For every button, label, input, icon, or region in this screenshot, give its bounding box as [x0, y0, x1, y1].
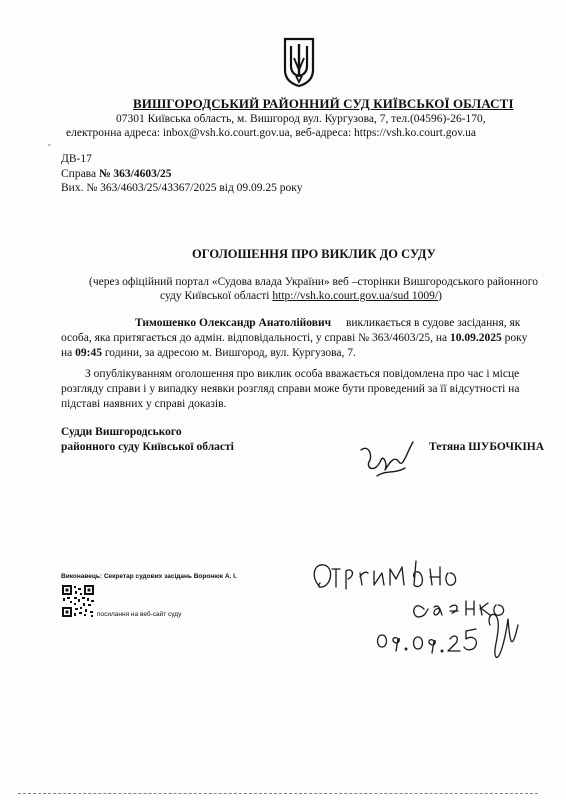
notice-subtitle-line-1: (через офіційний портал «Судова влада України» веб –сторінки Вишгородського районного [89, 276, 538, 288]
body-para-2-line-3: підставі наявних у справі доказів. [61, 398, 227, 410]
body-line-3-prefix: на [61, 347, 76, 359]
judge-signature [355, 430, 425, 485]
form-code: ДВ-17 [61, 153, 92, 165]
judge-role-line-1: Судди Вишгородського [61, 426, 182, 438]
case-label: Справа [61, 168, 99, 180]
case-line [61, 168, 172, 180]
body-para-2-line-1: З опублікуванням оголошення про виклик особа вважається повідомлена про час і місце [85, 368, 520, 380]
subtitle-prefix: суду Київської області [160, 290, 273, 302]
qr-code-icon[interactable] [61, 584, 95, 618]
body-line-3 [61, 347, 356, 359]
court-website-link[interactable]: http://vsh.ko.court.gov.ua/sud 1009/ [272, 290, 439, 302]
body-line-1 [135, 317, 520, 329]
subtitle-suffix: ) [438, 290, 442, 302]
hearing-time: 09:45 [75, 347, 102, 359]
court-contacts: електронна адреса: inbox@vsh.ko.court.gov.ua, веб-адреса: https://vsh.ko.court.gov.ua [66, 127, 476, 139]
body-line-3-text: години, за адресою м. Вишгород, вул. Кургузова, 7. [101, 347, 356, 359]
court-name: ВИШГОРОДСЬКИЙ РАЙОННИЙ СУД КИЇВСЬКОЇ ОБЛАСТІ [133, 96, 514, 111]
outgoing-number: Вих. № 363/4603/25/43367/2025 від 09.09.25 року [61, 182, 303, 194]
hearing-date: 10.09.2025 [450, 332, 502, 344]
judge-name: Тетяна ШУБОЧКІНА [429, 441, 545, 453]
coat-of-arms-icon [283, 36, 315, 88]
case-number: № 363/4603/25 [98, 168, 172, 180]
notice-subtitle-line-2 [160, 290, 442, 302]
person-name: Тимошенко Олександр Анатолійович [135, 317, 332, 329]
body-line-2 [61, 332, 527, 344]
judge-role-line-2: районного суду Київської області [61, 441, 234, 453]
scan-dot: ˇ [48, 143, 51, 152]
body-para-2-line-2: розгляду справи і у випадку неявки розгляд справи може бути проведений за її відсутності на [61, 383, 520, 395]
notice-title: ОГОЛОШЕННЯ ПРО ВИКЛИК ДО СУДУ [192, 247, 436, 261]
scan-edge-artifact [18, 793, 538, 797]
court-address: 07301 Київська область, м. Вишгород вул. Кургузова, 7, тел.(04596)-26-170, [116, 113, 486, 125]
handwritten-receipt-note [300, 555, 540, 665]
body-line-2-text: особа, яка притягається до адмін. відповідальності, у справі № 363/4603/25, на [61, 332, 451, 344]
executor-line: Виконавець: Секретар судових засідань Воронюк А. І. [61, 573, 237, 580]
body-line-2-suffix: року [501, 332, 528, 344]
qr-caption: посилання на веб-сайт суду [97, 611, 182, 618]
body-line-1-rest: викликається в судове засідання, як [345, 317, 521, 329]
